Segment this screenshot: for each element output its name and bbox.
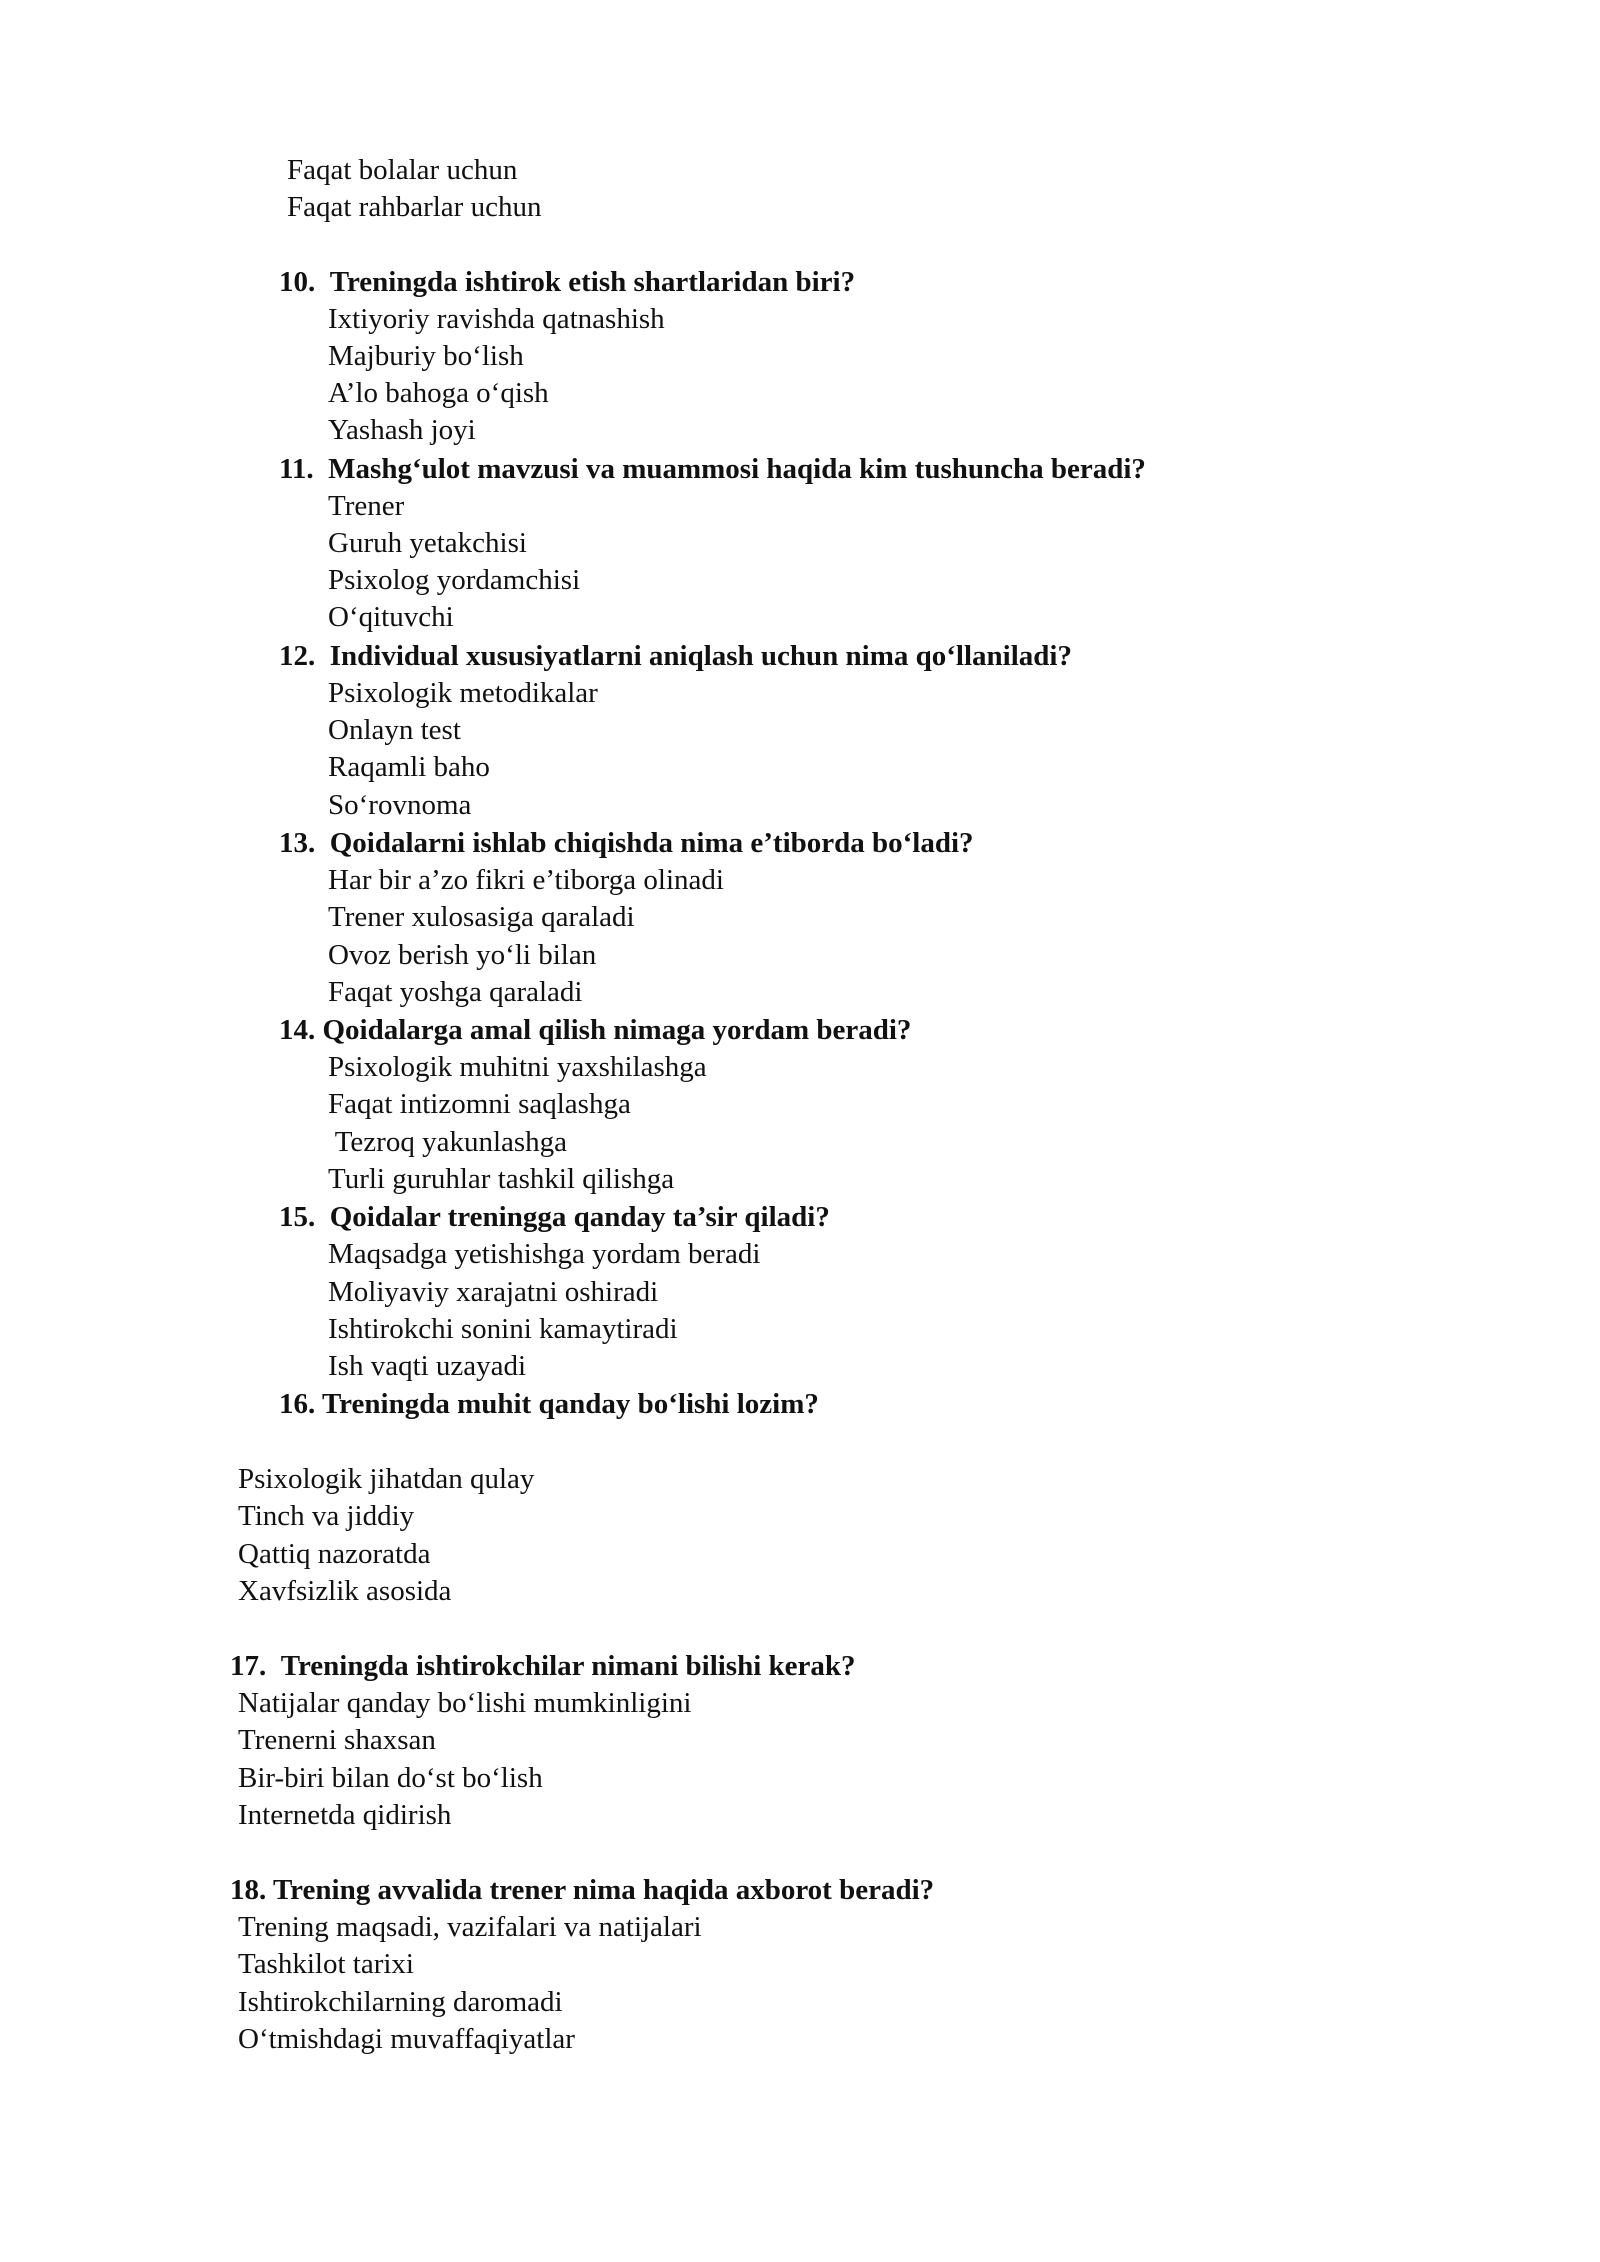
option-text: Natijalar qanday bo‘lishi mumkinligini bbox=[238, 1687, 692, 1719]
option-text: Maqsadga yetishishga yordam beradi bbox=[328, 1238, 761, 1270]
option-text: Raqamli baho bbox=[328, 751, 490, 783]
option-text: So‘rovnoma bbox=[328, 789, 472, 821]
option-text: Tashkilot tarixi bbox=[238, 1948, 414, 1980]
question-17 bbox=[230, 1648, 856, 1685]
question-text: Treningda ishtirok etish shartlaridan biri? bbox=[329, 266, 856, 298]
question-number: 11. bbox=[279, 453, 314, 485]
option-text: Qattiq nazoratda bbox=[238, 1538, 431, 1570]
question-text: Qoidalarga amal qilish nimaga yordam beradi? bbox=[322, 1014, 912, 1046]
question-14 bbox=[279, 1012, 911, 1049]
question-10 bbox=[279, 264, 855, 301]
option-text: Onlayn test bbox=[328, 714, 461, 746]
option-text: Faqat intizomni saqlashga bbox=[328, 1088, 631, 1120]
option-text: Trener bbox=[328, 490, 405, 522]
question-text: Mashg‘ulot mavzusi va muammosi haqida kim tushuncha beradi? bbox=[328, 453, 1146, 485]
option-text: Turli guruhlar tashkil qilishga bbox=[328, 1163, 675, 1195]
option-text: Har bir a’zo fikri e’tiborga olinadi bbox=[328, 864, 724, 896]
option-text: Guruh yetakchisi bbox=[328, 527, 527, 559]
option-text: Yashash joyi bbox=[328, 414, 476, 446]
question-number: 14. bbox=[279, 1014, 316, 1046]
option-text: Tinch va jiddiy bbox=[238, 1500, 415, 1532]
option-text: Psixolog yordamchisi bbox=[328, 564, 581, 596]
question-number: 13. bbox=[279, 827, 316, 859]
option-text: Internetda qidirish bbox=[238, 1799, 452, 1831]
question-11 bbox=[279, 451, 1146, 488]
option-text: O‘qituvchi bbox=[328, 601, 454, 633]
question-15 bbox=[279, 1199, 830, 1236]
option-text: Ixtiyoriy ravishda qatnashish bbox=[328, 303, 665, 335]
option-text: Psixologik jihatdan qulay bbox=[238, 1463, 535, 1495]
question-number: 17. bbox=[230, 1650, 267, 1682]
question-number: 10. bbox=[279, 266, 316, 298]
option-text: Tezroq yakunlashga bbox=[328, 1126, 568, 1158]
option-text: Trenerni shaxsan bbox=[238, 1724, 436, 1756]
question-number: 18. bbox=[230, 1874, 267, 1906]
option-text: Ishtirokchilarning daromadi bbox=[238, 1986, 563, 2018]
option-text: Trening maqsadi, vazifalari va natijalari bbox=[238, 1911, 702, 1943]
option-text: Majburiy bo‘lish bbox=[328, 340, 524, 372]
question-13 bbox=[279, 825, 974, 862]
question-16 bbox=[279, 1386, 819, 1423]
question-18 bbox=[230, 1872, 934, 1909]
question-number: 12. bbox=[279, 640, 316, 672]
option-text: Trener xulosasiga qaraladi bbox=[328, 901, 635, 933]
question-text: Individual xususiyatlarni aniqlash uchun nima qo‘llaniladi? bbox=[329, 640, 1072, 672]
option-text: Ovoz berish yo‘li bilan bbox=[328, 939, 597, 971]
option-text: A’lo bahoga o‘qish bbox=[328, 377, 549, 409]
option-text: Ishtirokchi sonini kamaytiradi bbox=[328, 1313, 678, 1345]
option-text: Xavfsizlik asosida bbox=[238, 1575, 452, 1607]
question-number: 15. bbox=[279, 1201, 316, 1233]
option-text: Faqat yoshga qaraladi bbox=[328, 976, 583, 1008]
question-text: Treningda muhit qanday bo‘lishi lozim? bbox=[321, 1388, 819, 1420]
option-text: Psixologik muhitni yaxshilashga bbox=[328, 1051, 707, 1083]
question-text: Treningda ishtirokchilar nimani bilishi kerak? bbox=[280, 1650, 856, 1682]
question-12 bbox=[279, 638, 1072, 675]
option-text: Faqat bolalar uchun bbox=[287, 154, 518, 186]
option-text: Faqat rahbarlar uchun bbox=[287, 191, 542, 223]
option-text: O‘tmishdagi muvaffaqiyatlar bbox=[238, 2023, 575, 2055]
option-text: Moliyaviy xarajatni oshiradi bbox=[328, 1276, 659, 1308]
option-text: Bir-biri bilan do‘st bo‘lish bbox=[238, 1762, 543, 1794]
option-text: Psixologik metodikalar bbox=[328, 677, 598, 709]
question-text: Qoidalarni ishlab chiqishda nima e’tiborda bo‘ladi? bbox=[329, 827, 974, 859]
question-text: Trening avvalida trener nima haqida axborot beradi? bbox=[272, 1874, 935, 1906]
question-number: 16. bbox=[279, 1388, 316, 1420]
question-text: Qoidalar treningga qanday ta’sir qiladi? bbox=[329, 1201, 830, 1233]
option-text: Ish vaqti uzayadi bbox=[328, 1350, 527, 1382]
